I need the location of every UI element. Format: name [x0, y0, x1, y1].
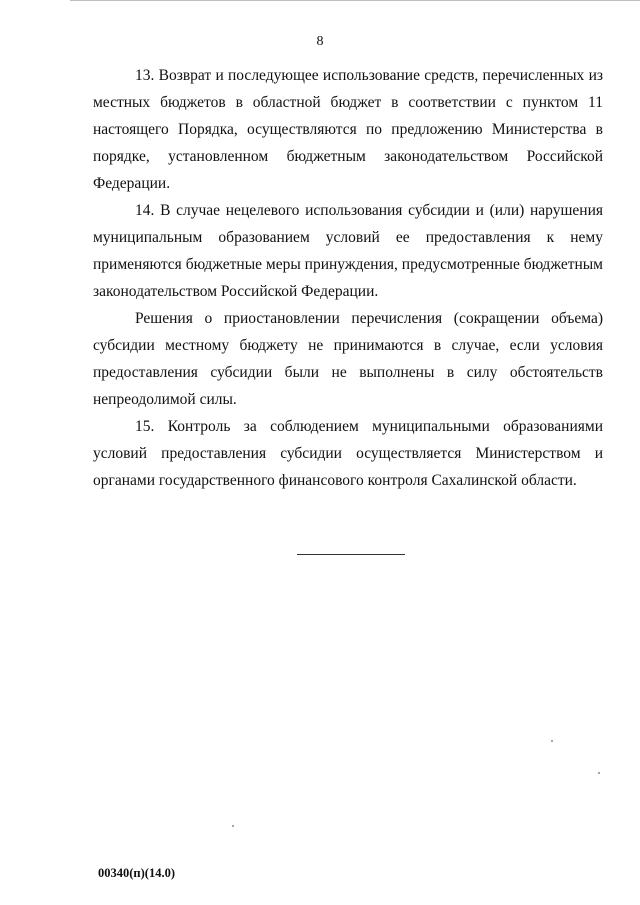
scan-speck	[598, 772, 600, 774]
document-body	[93, 62, 603, 494]
paragraph-15: 15. Контроль за соблюдением муниципальными образованиями условий предоставления субсидии осуществляется Министерством и органами государственного финансового контроля Сахалинской области.	[93, 418, 603, 489]
scan-edge-line	[70, 0, 640, 4]
paragraph-14: 14. В случае нецелевого использования субсидии и (или) нарушения муниципальным образованием условий ее предоставления к нему применяются бюджетные меры принуждения, предусмотренные бюджетным законодательством Российской Федерации.	[93, 202, 603, 300]
end-separator-line	[297, 554, 405, 555]
scan-speck	[551, 740, 553, 742]
scan-speck	[232, 825, 234, 827]
page-number: 8	[316, 34, 324, 49]
paragraph-13: 13. Возврат и последующее использование средств, перечисленных из местных бюджетов в областной бюджет в соответствии с пунктом 11 настоящего Порядка, осуществляются по предложению Министерства в порядке, установленном бюджетным законодательством Российской Федерации.	[93, 67, 603, 192]
paragraph-decisions: Решения о приостановлении перечисления (сокращении объема) субсидии местному бюджету не принимаются в случае, если условия предоставления субсидии были не выполнены в силу обстоятельств непреодолимой силы.	[93, 310, 603, 408]
document-code: 00340(п)(14.0)	[98, 866, 175, 880]
